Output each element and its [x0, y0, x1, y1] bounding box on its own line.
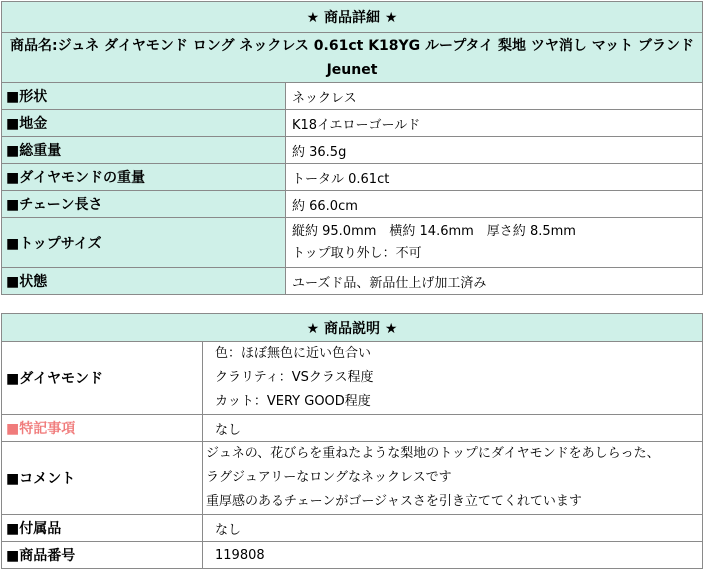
accessories-label: ■付属品	[2, 515, 203, 542]
top-size-label: ■トップサイズ	[2, 218, 286, 268]
product-name: 商品名:ジュネ ダイヤモンド ロング ネックレス 0.61ct K18YG ループタイ 梨地 ツヤ消し マット ブランド Jeunet	[2, 33, 703, 83]
comment-line: ジュネの、花びらを重ねたような梨地のトップにダイヤモンドをあしらった、	[206, 446, 660, 461]
comment-value	[203, 442, 703, 515]
special-notes-label: ■特記事項	[2, 415, 203, 442]
metal-label: ■地金	[2, 110, 286, 137]
item-number-value: 119808	[203, 542, 703, 569]
top-size-line: 縦約 95.0mm 横約 14.6mm 厚さ約 8.5mm	[292, 223, 576, 239]
metal-value: K18イエローゴールド	[286, 110, 703, 137]
condition-label: ■状態	[2, 268, 286, 295]
diamond-weight-label: ■ダイヤモンドの重量	[2, 164, 286, 191]
details-heading: ★ 商品詳細 ★	[2, 2, 703, 33]
comment-line: 重厚感のあるチェーンがゴージャスさを引き立ててくれています	[206, 494, 582, 509]
comment-line: ラグジュアリーなロングなネックレスです	[206, 470, 452, 485]
special-notes-value: なし	[203, 415, 703, 442]
total-weight-value: 約 36.5g	[286, 137, 703, 164]
diamond-label: ■ダイヤモンド	[2, 342, 203, 415]
product-details-table	[1, 1, 703, 295]
top-size-line: トップ取り外し：不可	[292, 245, 422, 261]
diamond-cut-line: カット：VERY GOOD程度	[215, 394, 371, 409]
item-number-label: ■商品番号	[2, 542, 203, 569]
shape-label: ■形状	[2, 83, 286, 110]
condition-value: ユーズド品、新品仕上げ加工済み	[286, 268, 703, 295]
chain-length-label: ■チェーン長さ	[2, 191, 286, 218]
diamond-clarity-line: クラリティ：VSクラス程度	[215, 370, 374, 385]
description-heading: ★ 商品説明 ★	[2, 314, 703, 342]
shape-value: ネックレス	[286, 83, 703, 110]
product-description-table	[1, 313, 703, 569]
chain-length-value: 約 66.0cm	[286, 191, 703, 218]
total-weight-label: ■総重量	[2, 137, 286, 164]
diamond-value	[203, 342, 703, 415]
diamond-color-line: 色：ほぼ無色に近い色合い	[215, 346, 372, 361]
comment-label: ■コメント	[2, 442, 203, 515]
accessories-value: なし	[203, 515, 703, 542]
diamond-weight-value: トータル 0.61ct	[286, 164, 703, 191]
top-size-value	[286, 218, 703, 268]
